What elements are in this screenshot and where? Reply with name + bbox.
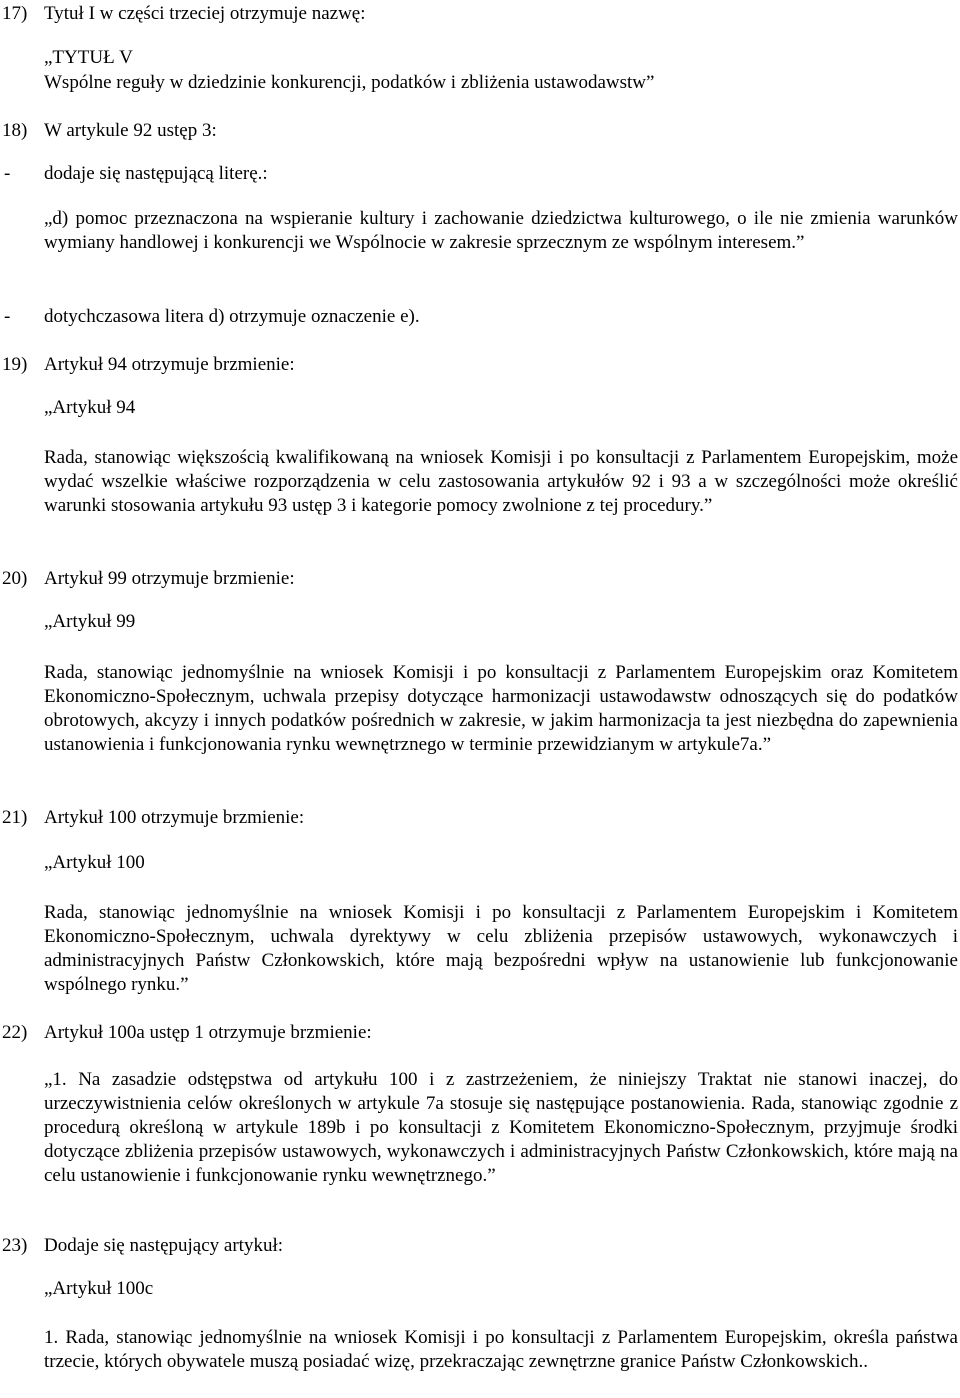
item-22-paragraph: „1. Na zasadzie odstępstwa od artykułu 100 i z zastrzeżeniem, że niniejszy Traktat nie stanowi inaczej, do urzeczywistnienia celów określonych w artykule 7a stosuje się następujące postanowienia. Rada, stanowiąc zgodnie z procedurą określoną w artykule 189b i po konsultacji z Komitetem Ekonomiczno-Społecznym, przyjmuje środki dotyczące zbliżenia przepisów ustawowych, wykonawczych i administracyjnych Państw Członkowskich, które mają na celu ustanowienie i funkcjonowanie rynku wewnętrznego.” — [44, 1069, 958, 1186]
item-23-article-heading: „Artykuł 100c — [44, 1278, 154, 1299]
item-21-number: 21) — [2, 807, 28, 828]
item-20-article-body: Rada, stanowiąc jednomyślnie na wniosek Komisji i po konsultacji z Parlamentem Europejskim oraz Komitetem Ekonomiczno-Społecznym, uchwala przepisy dotyczące harmonizacji ustawodawstw odnoszących się do podatków obrotowych, akcyzy i innych podatków pośrednich w zakresie, w jakim harmonizacja ta jest niezbędna do zapewnienia ustanowienia i funkcjonowania rynku wewnętrznego w terminie przewidzianym w artykule7a.” — [44, 662, 958, 755]
item-18-dash1-marker: - — [4, 163, 11, 184]
item-20-text: Artykuł 99 otrzymuje brzmienie: — [44, 568, 295, 589]
item-23-text: Dodaje się następujący artykuł: — [44, 1235, 284, 1256]
item-17-text: Tytuł I w części trzeciej otrzymuje nazwę: — [44, 3, 366, 24]
item-18-dash2-marker: - — [4, 306, 11, 327]
item-19-number: 19) — [2, 354, 28, 375]
item-18-text: W artykule 92 ustęp 3: — [44, 120, 217, 141]
item-17-quote-line2: Wspólne reguły w dziedzinie konkurencji, podatków i zbliżenia ustawodawstw” — [44, 72, 655, 93]
item-21-article-body: Rada, stanowiąc jednomyślnie na wniosek Komisji i po konsultacji z Parlamentem Europejskim i Komitetem Ekonomiczno-Społecznym, uchwala dyrektywy w celu zbliżenia przepisów ustawowych, wykonawczych i administracyjnych Państw Członkowskich, które mają bezpośredni wpływ na ustanowienie lub funkcjonowanie wspólnego rynku.” — [44, 902, 958, 995]
item-21-article-heading: „Artykuł 100 — [44, 852, 145, 873]
item-21-text: Artykuł 100 otrzymuje brzmienie: — [44, 807, 305, 828]
item-19-article-body: Rada, stanowiąc większością kwalifikowaną na wniosek Komisji i po konsultacji z Parlamentem Europejskim, może wydać wszelkie właściwe rozporządzenia w celu zastosowania artykułów 92 i 93 a w szczególności może określić warunki stosowania artykułu 93 ustęp 3 i kategorie pomocy zwolnione z tej procedury.” — [44, 447, 958, 516]
item-22-text: Artykuł 100a ustęp 1 otrzymuje brzmienie: — [44, 1022, 372, 1043]
item-18-dash1-text: dodaje się następującą literę.: — [44, 163, 268, 184]
item-17-quote-line1: „TYTUŁ V — [44, 47, 133, 68]
item-18-dash2-text: dotychczasowa litera d) otrzymuje oznaczenie e). — [44, 306, 420, 327]
item-19-article-heading: „Artykuł 94 — [44, 397, 136, 418]
item-17-number: 17) — [2, 3, 28, 24]
item-20-article-heading: „Artykuł 99 — [44, 611, 136, 632]
item-23-article-body: 1. Rada, stanowiąc jednomyślnie na wniosek Komisji i po konsultacji z Parlamentem Europejskim, określa państwa trzecie, których obywatele muszą posiadać wizę, przekraczając zewnętrzne granice Państw Członkowskich.. — [44, 1327, 958, 1372]
item-22-number: 22) — [2, 1022, 28, 1043]
item-19-text: Artykuł 94 otrzymuje brzmienie: — [44, 354, 295, 375]
item-20-number: 20) — [2, 568, 28, 589]
item-18-quote-paragraph: „d) pomoc przeznaczona na wspieranie kultury i zachowanie dziedzictwa kulturowego, o ile nie zmienia warunków wymiany handlowej i konkurencji we Wspólnocie w zakresie sprzecznym ze wspólnym interesem.” — [44, 208, 958, 253]
item-23-number: 23) — [2, 1235, 28, 1256]
item-18-number: 18) — [2, 120, 28, 141]
